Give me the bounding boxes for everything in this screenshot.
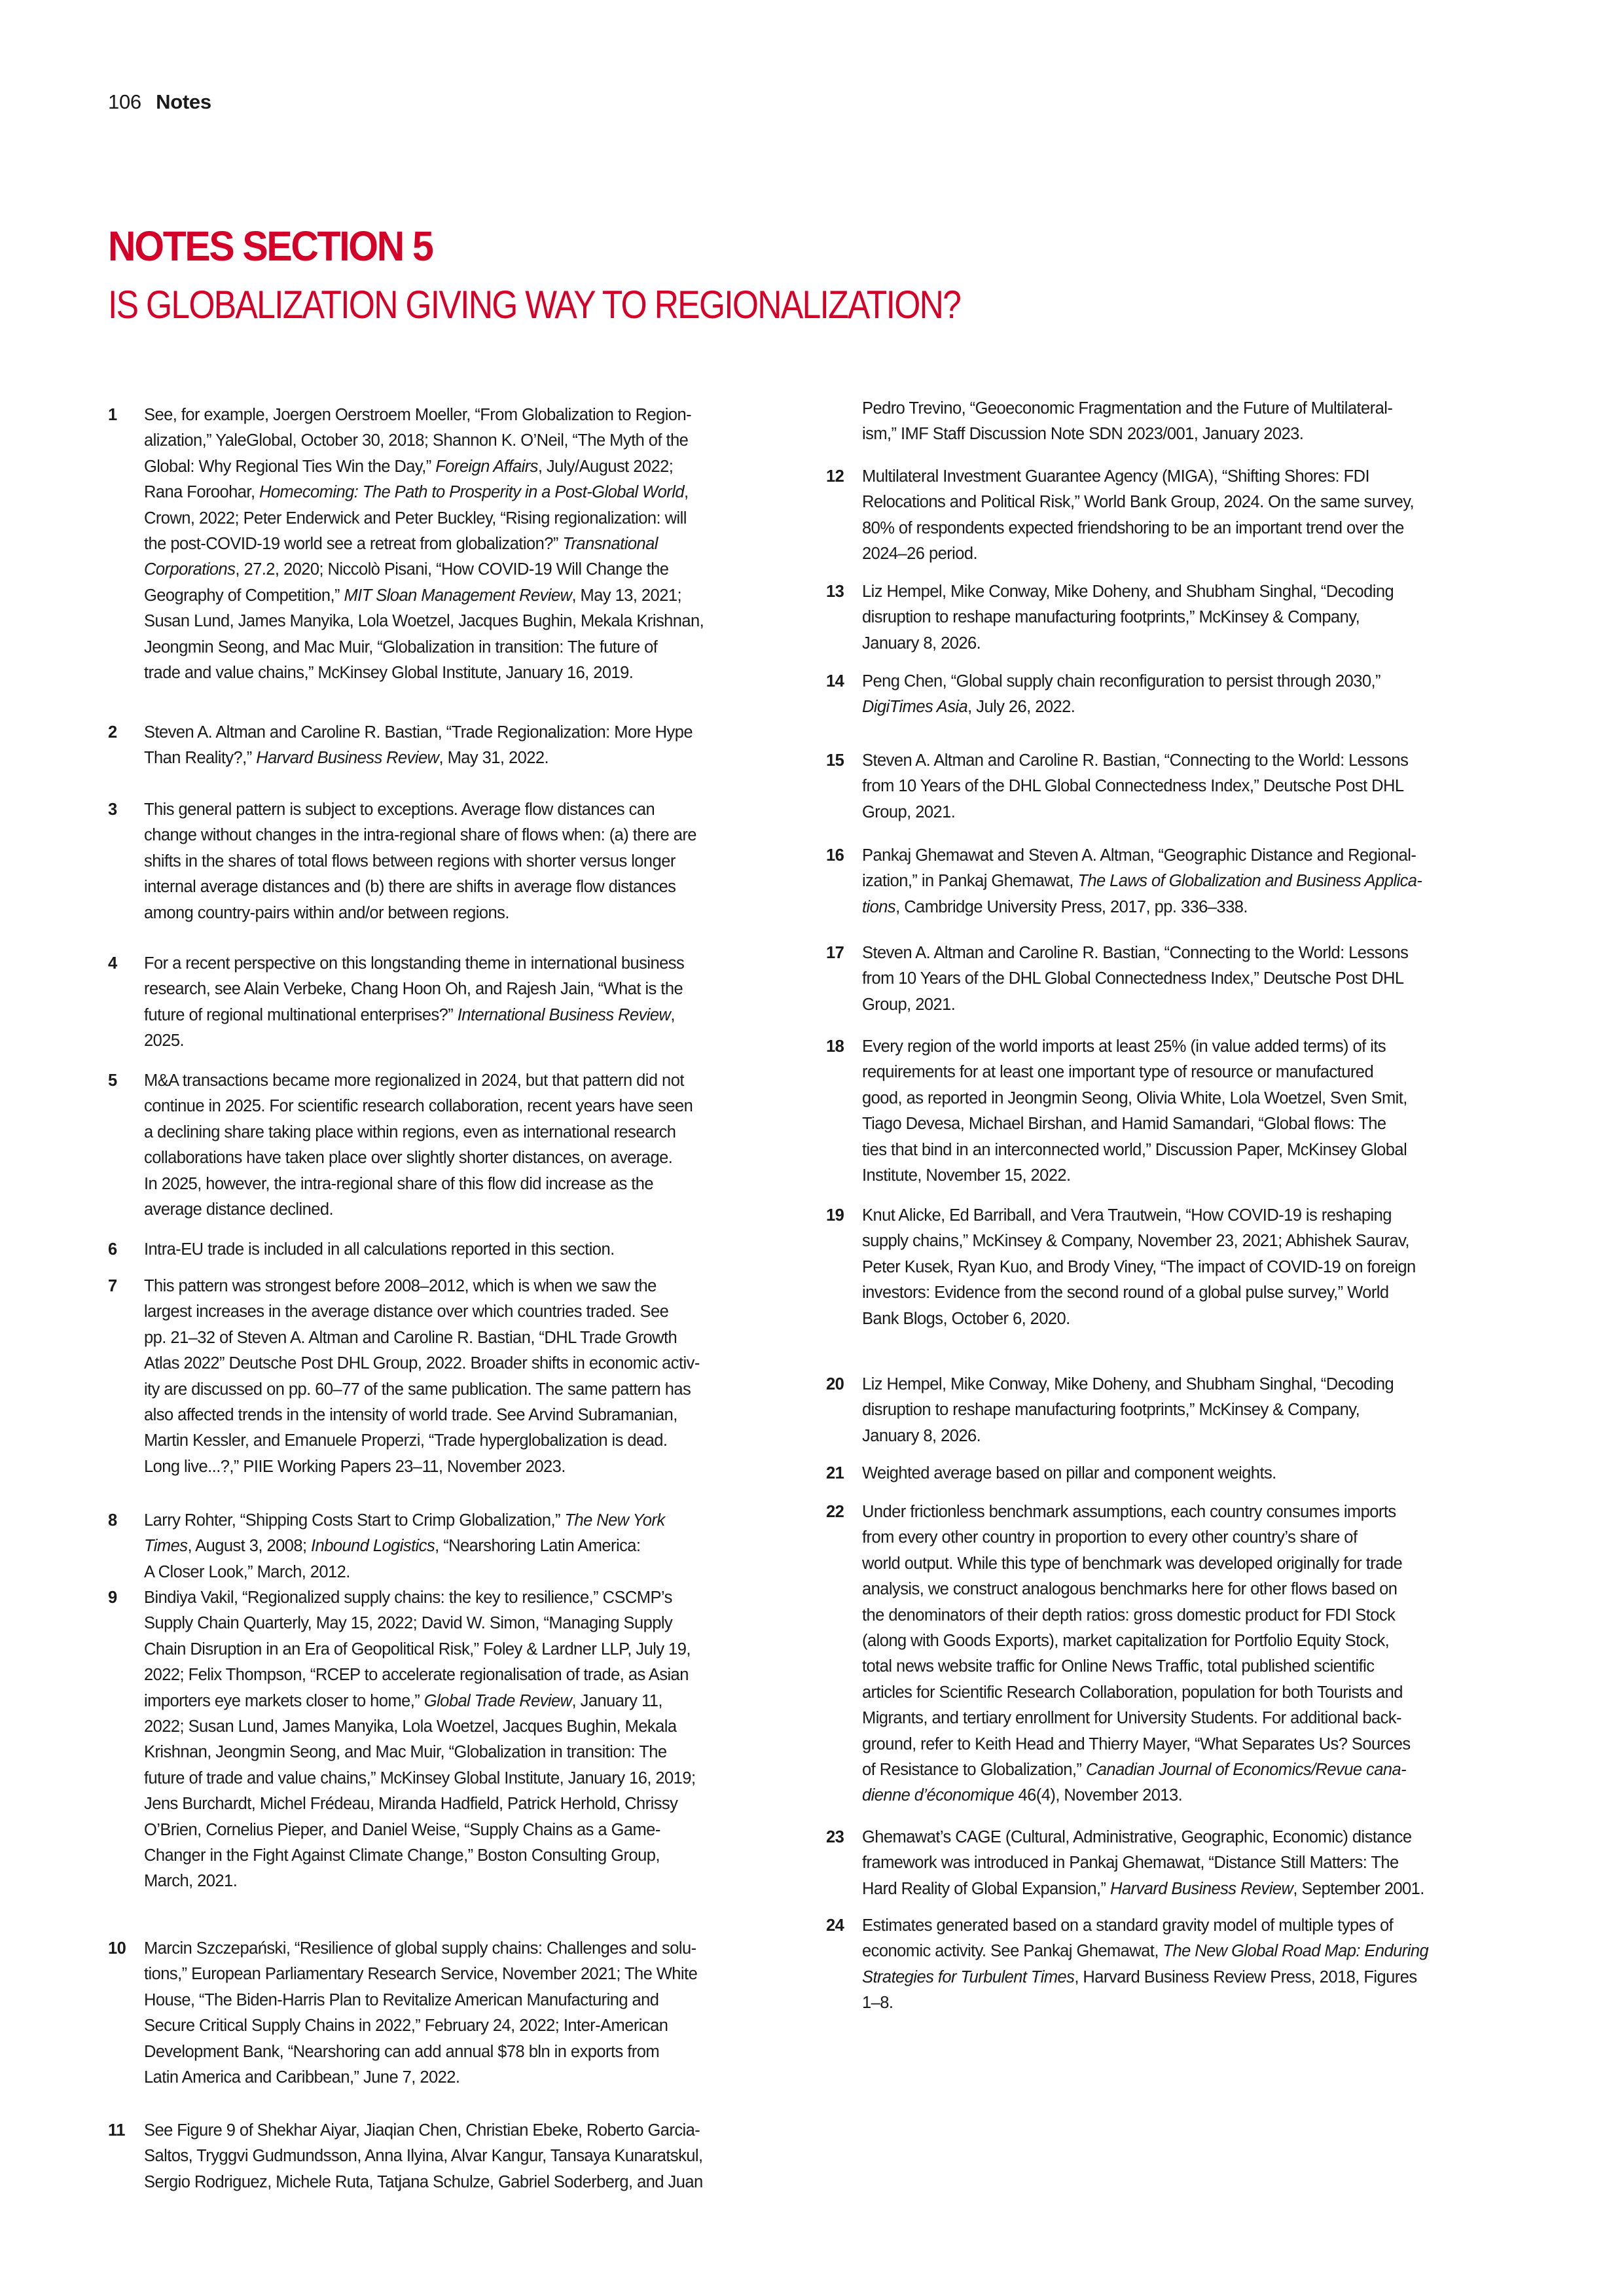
note-text: See Figure 9 of Shekhar Aiyar, Jiaqian Chen, Christian Ebeke, Roberto Garcia- Saltos, Tryggvi Gudmundsson, Anna Ilyina, Alvar Kangur, Tansaya Kunaratskul, Sergio Rodriguez, Michele Ruta, Tatjana Schulze, Gabriel Soderberg, and Juan [144, 2121, 703, 2191]
note-text: M&A transactions became more regionalized in 2024, but that pattern did not continue in 2025. For scientific research collaboration, recent years have seen a declining share taking place within regions, even as international research collaborations have taken place over slightly shorter distances, on average. In 2025, however, the intra-regional share of this flow did increase as the average distance declined. [144, 1071, 693, 1219]
note-number: 7 [108, 1277, 117, 1295]
note-text: Marcin Szczepański, “Resilience of global supply chains: Challenges and solu- tions,” European Parliamentary Research Service, November 2021; The White House, “The Biden-Harris Plan to Revitalize American Manufacturing and Secure Critical Supply Chains in 2022,” February 24, 2022; Inter-American Development Bank, “Nearshoring can add annual $78 bln in exports from Latin America and Caribbean,” June 7, 2022. [144, 1939, 698, 2087]
note-2 [108, 720, 779, 772]
note-text: Liz Hempel, Mike Conway, Mike Doheny, and Shubham Singhal, “Decoding disruption to reshape manufacturing footprints,” McKinsey & Company, January 8, 2026. [862, 583, 1394, 653]
note-1 [108, 403, 779, 686]
note-4 [108, 951, 779, 1054]
note-19 [826, 1203, 1513, 1332]
note-text: Pankaj Ghemawat and Steven A. Altman, “Geographic Distance and Regional- ization,” in Pankaj Ghemawat, The Laws of Globalization and Business Applica- tions, Cambridge University Press, 2017, pp. 336–338. [862, 846, 1422, 916]
note-text: Under frictionless benchmark assumptions, each country consumes imports from every other country in proportion to every other country’s share of world output. While this type of benchmark was developed originally for trade analysis, we construct analogous benchmarks here for other flows based on the denominators of their depth ratios: gross domestic product for FDI Stock (along with Goods Exports), market capitalization for Portfolio Equity Stock, total news website traffic for Online News Traffic, total published scientific articles for Scientific Research Collaboration, population for both Tourists and Migrants, and tertiary enrollment for University Students. For additional back- ground, refer to Keith Head and Thierry Mayer, “What Separates Us? Sources of Resistance to Globalization,” Canadian Journal of Economics/Revue cana- dienne d’économique 46(4), November 2013. [862, 1503, 1411, 1805]
note-14 [826, 669, 1513, 721]
page-number: 106 [108, 90, 141, 113]
note-number: 1 [108, 406, 117, 424]
note-number: 8 [108, 1511, 117, 1530]
note-17 [826, 941, 1513, 1018]
note-number: 20 [826, 1375, 844, 1393]
note-number: 4 [108, 954, 117, 973]
note-23 [826, 1825, 1513, 1902]
note-number: 23 [826, 1828, 844, 1846]
note-number: 3 [108, 800, 117, 819]
note-text: Knut Alicke, Ed Barriball, and Vera Trautwein, “How COVID-19 is reshaping supply chains,” McKinsey & Company, November 23, 2021; Abhishek Saurav, Peter Kusek, Ryan Kuo, and Brody Viney, “The impact of COVID-19 on foreign investors: Evidence from the second round of a global pulse survey,” World Bank Blogs, October 6, 2020. [862, 1206, 1416, 1328]
note-8 [108, 1508, 779, 1585]
note-text: Liz Hempel, Mike Conway, Mike Doheny, and Shubham Singhal, “Decoding disruption to reshape manufacturing footprints,” McKinsey & Company, January 8, 2026. [862, 1375, 1394, 1445]
note-20 [826, 1372, 1513, 1449]
note-7 [108, 1274, 779, 1480]
note-number: 19 [826, 1206, 844, 1225]
section-title: NOTES SECTION 5 [108, 223, 433, 270]
note-number: 11 [108, 2121, 125, 2140]
section-subtitle: IS GLOBALIZATION GIVING WAY TO REGIONALIZATION? [108, 283, 961, 327]
note-number: 5 [108, 1071, 117, 1090]
note-5 [108, 1068, 779, 1223]
note-number: 22 [826, 1503, 844, 1521]
running-head [108, 89, 211, 115]
note-number: 21 [826, 1464, 844, 1482]
note-13 [826, 579, 1513, 656]
note-number: 13 [826, 583, 844, 601]
note-text: For a recent perspective on this longstanding theme in international business research, see Alain Verbeke, Chang Hoon Oh, and Rajesh Jain, “What is the future of regional multinational enterprises?” International Business Review, 2025. [144, 954, 685, 1050]
note-6 [108, 1237, 779, 1263]
note-11 [108, 2118, 779, 2195]
note-text: Estimates generated based on a standard gravity model of multiple types of economic activity. See Pankaj Ghemawat, The New Global Road Map: Enduring Strategies for Turbulent Times, Harvard Business Review Press, 2018, Figures 1–8. [862, 1916, 1429, 2013]
note-text: Steven A. Altman and Caroline R. Bastian, “Trade Regionalization: More Hype Than Reality?,” Harvard Business Review, May 31, 2022. [144, 723, 693, 768]
note-text: This general pattern is subject to exceptions. Average flow distances can change without changes in the intra-regional share of flows when: (a) there are shifts in the shares of total flows between regions with shorter versus longer internal average distances and (b) there are shifts in average flow distances among country-pairs within and/or between regions. [144, 800, 696, 922]
note-text: Pedro Trevino, “Geoeconomic Fragmentation and the Future of Multilateral- ism,” IMF Staff Discussion Note SDN 2023/001, January 2023. [862, 399, 1393, 444]
note-text: Bindiya Vakil, “Regionalized supply chains: the key to resilience,” CSCMP’s Supply Chain Quarterly, May 15, 2022; David W. Simon, “Managing Supply Chain Disruption in an Era of Geopolitical Risk,” Foley & Lardner LLP, July 19, 2022; Felix Thompson, “RCEP to accelerate regionalisation of trade, as Asian importers eye markets closer to home,” Global Trade Review, January 11, 2022; Susan Lund, James Manyika, Lola Woetzel, Jacques Bughin, Mekala Krishnan, Jeongmin Seong, and Mac Muir, “Globalization in transition: The future of trade and value chains,” McKinsey Global Institute, January 16, 2019; Jens Burchardt, Michel Frédeau, Miranda Hadfield, Patrick Herhold, Chrissy O’Brien, Cornelius Pieper, and Daniel Weise, “Supply Chains as a Game- Changer in the Fight Against Climate Change,” Boston Consulting Group, March, 2021. [144, 1588, 696, 1891]
note-text: Ghemawat’s CAGE (Cultural, Administrative, Geographic, Economic) distance framework was introduced in Pankaj Ghemawat, “Distance Still Matters: The Hard Reality of Global Expansion,” Harvard Business Review, September 2001. [862, 1828, 1424, 1898]
note-12 [826, 464, 1513, 567]
note-text: Steven A. Altman and Caroline R. Bastian, “Connecting to the World: Lessons from 10 Years of the DHL Global Connectedness Index,” Deutsche Post DHL Group, 2021. [862, 944, 1409, 1014]
note-9 [108, 1585, 779, 1895]
note-21 [826, 1461, 1513, 1486]
note-number: 2 [108, 723, 117, 742]
note-number: 16 [826, 846, 844, 865]
note-3 [108, 797, 779, 926]
note-text: See, for example, Joergen Oerstroem Moeller, “From Globalization to Region- alization,” YaleGlobal, October 30, 2018; Shannon K. O’Neil, “The Myth of the Global: Why Regional Ties Win the Day,” Foreign Affairs, July/August 2022; Rana Foroohar, Homecoming: The Path to Prosperity in a Post-Global World, Crown, 2022; Peter Enderwick and Peter Buckley, “Rising regionalization: will the post-COVID-19 world see a retreat from globalization?” Transnational Corporations, 27.2, 2020; Niccolò Pisani, “How COVID-19 Will Change the Geography of Competition,” MIT Sloan Management Review, May 13, 2021; Susan Lund, James Manyika, Lola Woetzel, Jacques Bughin, Mekala Krishnan, Jeongmin Seong, and Mac Muir, “Globalization in transition: The future of trade and value chains,” McKinsey Global Institute, January 16, 2019. [144, 406, 704, 683]
note-16 [826, 843, 1513, 920]
note-number: 17 [826, 944, 844, 962]
note-text: Weighted average based on pillar and component weights. [862, 1464, 1276, 1482]
note-number: 12 [826, 467, 844, 486]
note-text: Peng Chen, “Global supply chain reconfiguration to persist through 2030,” DigiTimes Asia, July 26, 2022. [862, 672, 1380, 717]
note-11-continued [826, 396, 1513, 448]
note-number: 10 [108, 1939, 126, 1958]
note-text: Multilateral Investment Guarantee Agency (MIGA), “Shifting Shores: FDI Relocations and Political Risk,” World Bank Group, 2024. On the same survey, 80% of respondents expected friendshoring to be an important trend over the 2024–26 period. [862, 467, 1415, 564]
note-number: 9 [108, 1588, 117, 1607]
note-24 [826, 1913, 1513, 2017]
note-text: Larry Rohter, “Shipping Costs Start to Crimp Globalization,” The New York Times, August 3, 2008; Inbound Logistics, “Nearshoring Latin America: A Closer Look,” March, 2012. [144, 1511, 665, 1581]
note-text: Intra-EU trade is included in all calculations reported in this section. [144, 1240, 615, 1259]
note-number: 24 [826, 1916, 844, 1935]
note-text: This pattern was strongest before 2008–2012, which is when we saw the largest increases in the average distance over which countries traded. See pp. 21–32 of Steven A. Altman and Caroline R. Bastian, “DHL Trade Growth Atlas 2022” Deutsche Post DHL Group, 2022. Broader shifts in economic activ- ity are discussed on pp. 60–77 of the same publication. The same pattern has also affected trends in the intensity of world trade. See Arvind Subramanian, Martin Kessler, and Emanuele Properzi, “Trade hyperglobalization is dead. Long live...?,” PIIE Working Papers 23–11, November 2023. [144, 1277, 700, 1476]
note-10 [108, 1936, 779, 2090]
note-text: Steven A. Altman and Caroline R. Bastian, “Connecting to the World: Lessons from 10 Years of the DHL Global Connectedness Index,” Deutsche Post DHL Group, 2021. [862, 751, 1409, 821]
note-number: 6 [108, 1240, 117, 1259]
note-text: Every region of the world imports at least 25% (in value added terms) of its requirements for at least one important type of resource or manufactured good, as reported in Jeongmin Seong, Olivia White, Lola Woetzel, Sven Smit, Tiago Devesa, Michael Birshan, and Hamid Samandari, “Global flows: The ties that bind in an interconnected world,” Discussion Paper, McKinsey Global Institute, November 15, 2022. [862, 1037, 1407, 1185]
note-18 [826, 1034, 1513, 1189]
note-15 [826, 748, 1513, 825]
note-number: 18 [826, 1037, 844, 1056]
running-head-section: Notes [156, 90, 211, 113]
note-22 [826, 1499, 1513, 1809]
note-number: 14 [826, 672, 844, 691]
note-number: 15 [826, 751, 844, 770]
